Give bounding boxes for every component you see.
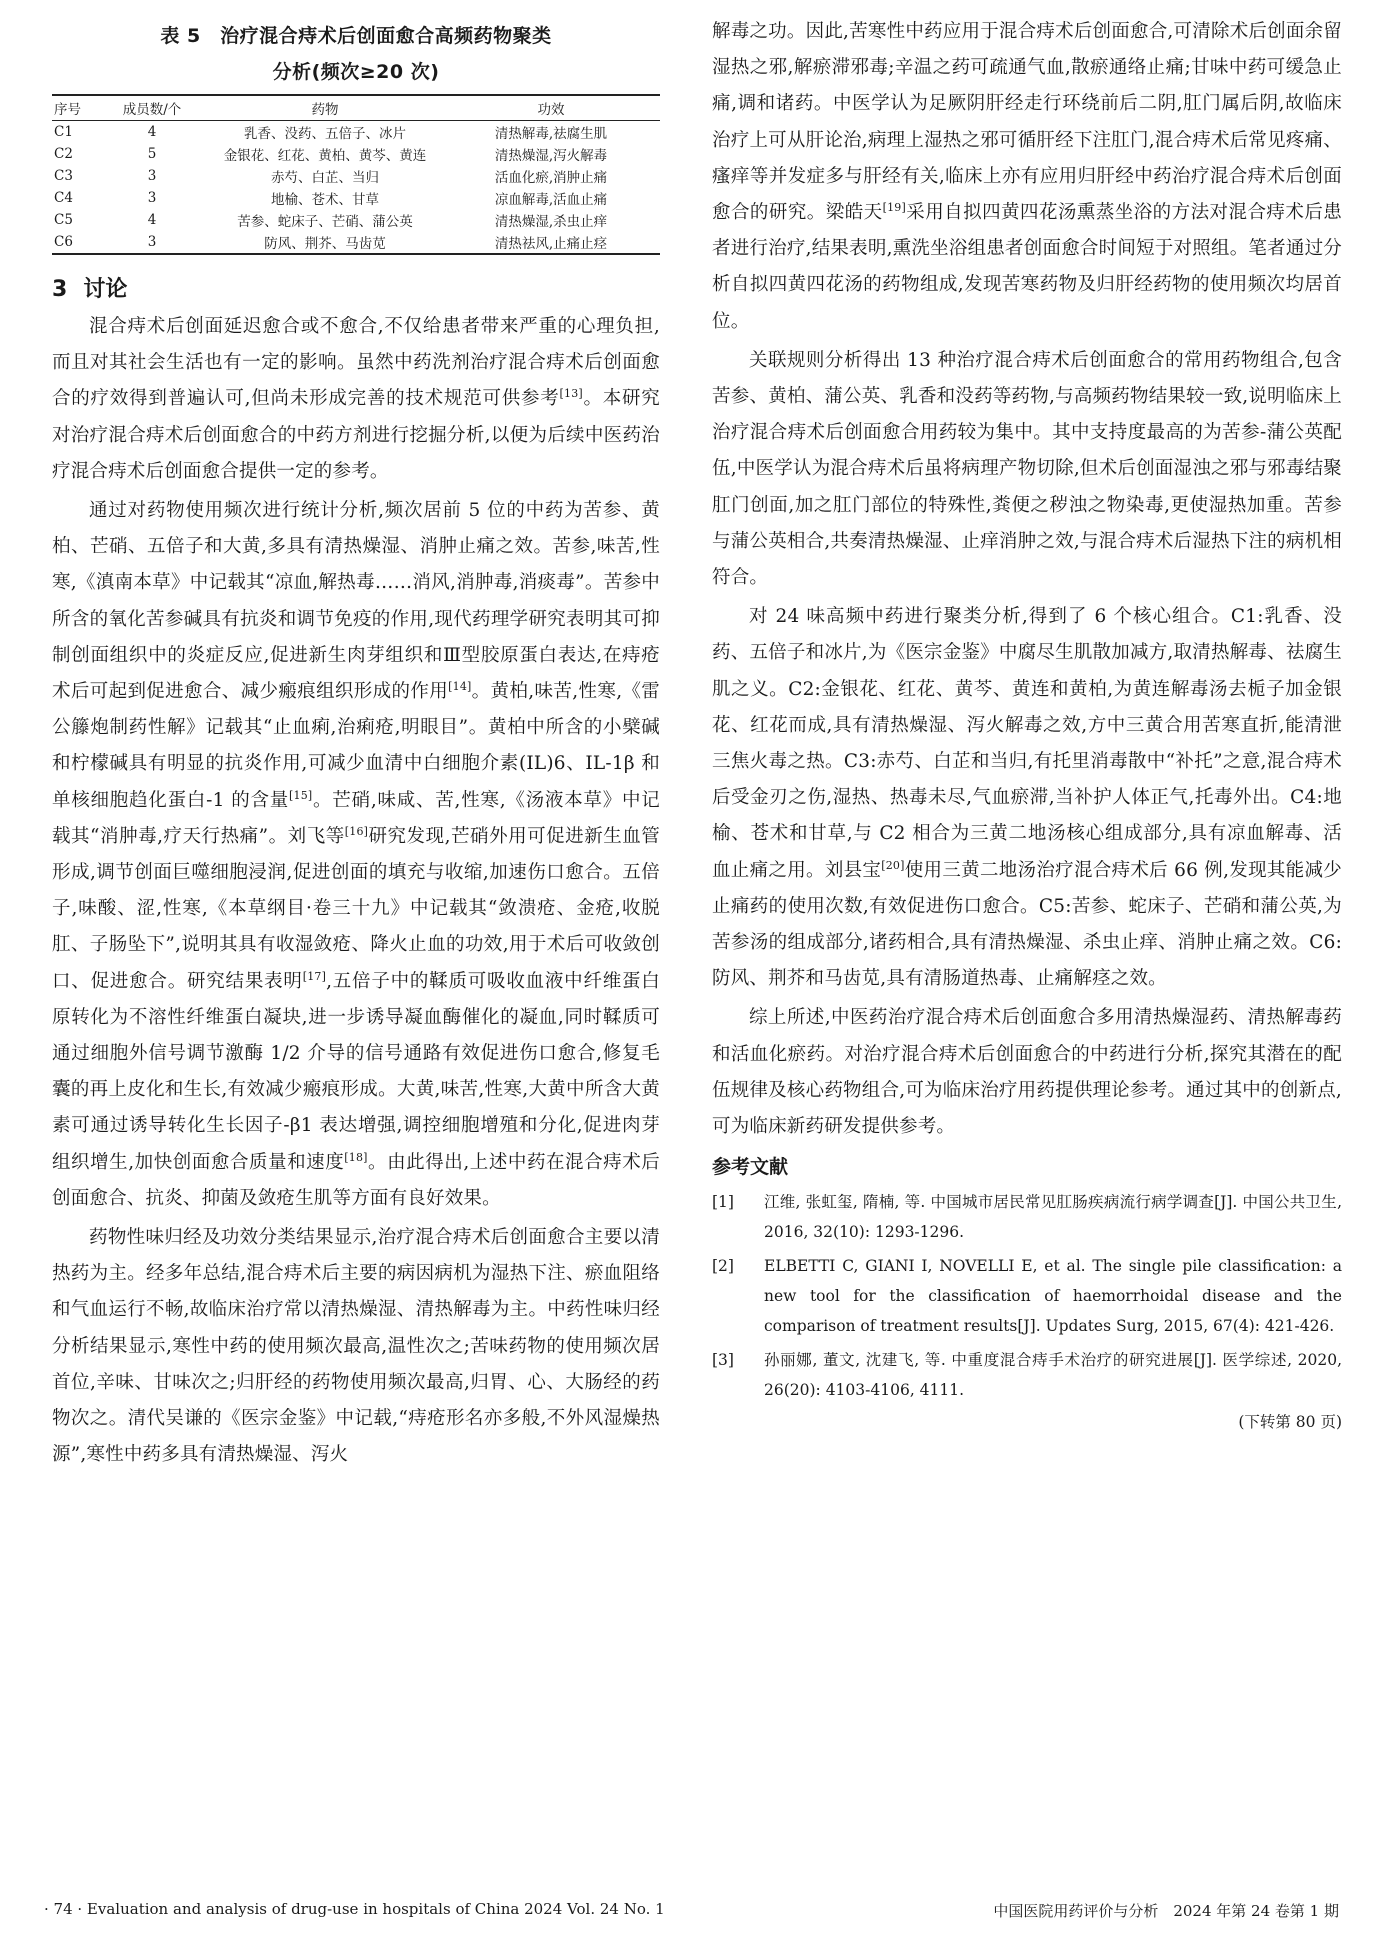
table-header-cell: 成员数/个: [96, 95, 208, 121]
body-paragraph: 对 24 味高频中药进行聚类分析,得到了 6 个核心组合。C1:乳香、没药、五倍子和冰片,为《医宗金鉴》中腐尽生肌散加减方,取清热解毒、祛腐生肌之义。C2:金银花、红花、黄芩、黄连和黄柏,为黄连解毒汤去栀子加金银花、红花而成,具有清热燥湿、泻火解毒之效,方中三黄合用苦寒直折,能清泄三焦火毒之热。C3:赤芍、白芷和当归,有托里消毒散中“补托”之意,混合痔术后受金刃之伤,湿热、热毒未尽,气血瘀滞,当补护人体正气,托毒外出。C4:地榆、苍术和甘草,与 C2 相合为三黄二地汤核心组成部分,具有凉血解毒、活血止痛之用。刘县宝[20]使用三黄二地汤治疗混合痔术后 66 例,发现其能减少止痛药的使用次数,有效促进伤口愈合。C5:苦参、蛇床子、芒硝和蒲公英,为苦参汤的组成部分,诸药相合,具有清热燥湿、杀虫止痒、消肿止痛之效。C6:防风、荆芥和马齿苋,具有清肠道热毒、止痛解痉之效。: [712, 606, 1342, 990]
left-column: [52, 14, 660, 1474]
table-cell: 活血化瘀,消肿止痛: [494, 170, 608, 186]
table-caption-line1: 表 5 治疗混合痔术后创面愈合高频药物聚类: [160, 25, 552, 47]
section-number: 3: [52, 277, 68, 302]
table-cell: 乳香、没药、五倍子、冰片: [244, 126, 406, 142]
citation-marker: [14]: [448, 679, 472, 693]
table-cell: 防风、荆芥、马齿苋: [264, 236, 386, 252]
table-cell: 4: [147, 212, 157, 228]
table-cell: 4: [147, 124, 157, 140]
table-row: [52, 121, 660, 144]
table-cell: 地榆、苍术、甘草: [271, 192, 379, 208]
reference-number: [2]: [712, 1257, 734, 1276]
table-cell: 3: [147, 168, 157, 184]
reference-item: [712, 1345, 1342, 1405]
footer-right: 中国医院用药评价与分析 2024 年第 24 卷第 1 期: [993, 1902, 1339, 1920]
right-column: [712, 14, 1342, 1435]
reference-number: [1]: [712, 1193, 734, 1212]
reference-item: [712, 1251, 1342, 1341]
table-row: [52, 231, 660, 254]
reference-text: ELBETTI C, GIANI I, NOVELLI E, et al. The single pile classification: a new tool for the classification of haemorrhoidal disease and the comparison of treatment results[J]. Updates Surg, 2015, 67(4): 421-426.: [764, 1257, 1342, 1336]
body-paragraph: 关联规则分析得出 13 种治疗混合痔术后创面愈合的常用药物组合,包含苦参、黄柏、蒲公英、乳香和没药等药物,与高频药物结果较一致,说明临床上治疗混合痔术后创面愈合用药较为集中。其中支持度最高的为苦参-蒲公英配伍,中医学认为混合痔术后虽将病理产物切除,但术后创面湿浊之邪与邪毒结聚肛门创面,加之肛门部位的特殊性,粪便之秽浊之物染毒,更使湿热加重。苦参与蒲公英相合,共奏清热燥湿、止痒消肿之效,与混合痔术后湿热下注的病机相符合。: [712, 349, 1342, 589]
table-caption: [52, 18, 660, 90]
table-cell: 金银花、红花、黄柏、黄芩、黄连: [223, 148, 427, 164]
footer-left: · 74 · Evaluation and analysis of drug-use in hospitals of China 2024 Vol. 24 No. 1: [44, 1900, 665, 1918]
table-header-row: [52, 95, 660, 121]
section-heading: [52, 275, 660, 305]
table-row: [52, 187, 660, 209]
body-paragraph: 通过对药物使用频次进行统计分析,频次居前 5 位的中药为苦参、黄柏、芒硝、五倍子和大黄,多具有清热燥湿、消肿止痛之效。苦参,味苦,性寒,《滇南本草》中记载其“凉血,解热毒……消风,消肿毒,消痰毒”。苦参中所含的氧化苦参碱具有抗炎和调节免疫的作用,现代药理学研究表明其可抑制创面组织中的炎症反应,促进新生肉芽组织和Ⅲ型胶原蛋白表达,在痔疮术后可起到促进愈合、减少瘢痕组织形成的作用[14]。黄柏,味苦,性寒,《雷公籐炮制药性解》记载其“止血痢,治痢疮,明眼目”。黄柏中所含的小檗碱和柠檬碱具有明显的抗炎作用,可减少血清中白细胞介素(IL)6、IL-1β 和单核细胞趋化蛋白-1 的含量[15]。芒硝,味咸、苦,性寒,《汤液本草》中记载其“消肿毒,疗天行热痛”。刘飞等[16]研究发现,芒硝外用可促进新生血管形成,调节创面巨噬细胞浸润,促进创面的填充与收缩,加速伤口愈合。五倍子,味酸、涩,性寒,《本草纲目·卷三十九》中记载其“敛溃疮、金疮,收脱肛、子肠坠下”,说明其具有收湿敛疮、降火止血的功效,用于术后可收敛创口、促进愈合。研究结果表明[17],五倍子中的鞣质可吸收血液中纤维蛋白原转化为不溶性纤维蛋白凝块,进一步诱导凝血酶催化的凝血,同时鞣质可通过细胞外信号调节激酶 1/2 介导的信号通路有效促进伤口愈合,修复毛囊的再上皮化和生长,有效减少瘢痕形成。大黄,味苦,性寒,大黄中所含大黄素可通过诱导转化生长因子-β1 表达增强,调控细胞增殖和分化,促进肉芽组织增生,加快创面愈合质量和速度[18]。由此得出,上述中药在混合痔术后创面愈合、抗炎、抑菌及敛疮生肌等方面有良好效果。: [52, 500, 661, 1209]
body-paragraph: 解毒之功。因此,苦寒性中药应用于混合痔术后创面愈合,可清除术后创面余留湿热之邪,解瘀滞邪毒;辛温之药可疏通气血,散瘀通络止痛;甘味中药可缓急止痛,调和诸药。中医学认为足厥阴肝经走行环绕前后二阴,肛门属后阴,故临床治疗上可从肝论治,病理上湿热之邪可循肝经下注肛门,混合痔术后常见疼痛、瘙痒等并发症多与肝经有关,临床上亦有应用归肝经中药治疗混合痔术后创面愈合的研究。梁皓天[19]采用自拟四黄四花汤熏蒸坐浴的方法对混合痔术后患者进行治疗,结果表明,熏洗坐浴组患者创面愈合时间短于对照组。笔者通过分析自拟四黄四花汤的药物组成,发现苦寒药物及归肝经药物的使用频次均居首位。: [712, 21, 1342, 332]
table-header-cell: 功效: [442, 95, 660, 121]
table-cell: 5: [147, 146, 157, 162]
table-cell: 苦参、蛇床子、芒硝、蒲公英: [237, 214, 413, 230]
table-row: [52, 165, 660, 187]
section-title: 讨论: [83, 277, 128, 302]
table-caption-line2: 分析(频次≥20 次): [272, 61, 440, 83]
table-cell: 清热祛风,止痛止痉: [494, 236, 608, 252]
body-paragraph: 混合痔术后创面延迟愈合或不愈合,不仅给患者带来严重的心理负担,而且对其社会生活也有一定的影响。虽然中药洗剂治疗混合痔术后创面愈合的疗效得到普遍认可,但尚未形成完善的技术规范可供参考[13]。本研究对治疗混合痔术后创面愈合的中药方剂进行挖掘分析,以便为后续中医药治疗混合痔术后创面愈合提供一定的参考。: [52, 316, 660, 482]
table-cell: C1: [54, 124, 73, 140]
table-cell: C5: [54, 212, 73, 228]
citation-marker: [15]: [289, 788, 313, 802]
reference-text: 孙丽娜, 董文, 沈建飞, 等. 中重度混合痔手术治疗的研究进展[J]. 医学综述, 2020, 26(20): 4103-4106, 4111.: [764, 1351, 1342, 1400]
citation-marker: [19]: [882, 200, 906, 214]
table-cell: C2: [54, 146, 73, 162]
citation-marker: [16]: [344, 824, 369, 838]
table-cell: 赤芍、白芷、当归: [271, 170, 379, 186]
table-cell: 清热燥湿,泻火解毒: [494, 148, 608, 164]
table-row: [52, 209, 660, 231]
body-paragraph: 药物性味归经及功效分类结果显示,治疗混合痔术后创面愈合主要以清热药为主。经多年总结,混合痔术后主要的病因病机为湿热下注、瘀血阻络和气血运行不畅,故临床治疗常以清热燥湿、清热解毒为主。中药性味归经分析结果显示,寒性中药的使用频次最高,温性次之;苦味药物的使用频次居首位,辛味、甘味次之;归肝经的药物使用频次最高,归胃、心、大肠经的药物次之。清代吴谦的《医宗金鉴》中记载,“痔疮形名亦多般,不外风湿燥热源”,寒性中药多具有清热燥湿、泻火: [52, 1227, 660, 1466]
table-header-cell: 药物: [208, 95, 442, 121]
continued-note: (下转第 80 页): [1238, 1413, 1342, 1432]
reference-text: 江维, 张虹玺, 隋楠, 等. 中国城市居民常见肛肠疾病流行病学调查[J]. 中国公共卫生, 2016, 32(10): 1293-1296.: [764, 1193, 1342, 1242]
table-cell: C3: [54, 168, 73, 184]
table-cell: 清热燥湿,杀虫止痒: [494, 214, 608, 230]
reference-item: [712, 1187, 1342, 1247]
cluster-table: [52, 94, 660, 255]
table-cell: 清热解毒,祛腐生肌: [494, 126, 608, 142]
reference-number: [3]: [712, 1351, 734, 1370]
table-header-cell: 序号: [52, 95, 96, 121]
table-cell: 凉血解毒,活血止痛: [494, 192, 608, 208]
table-row: [52, 143, 660, 165]
table-cell: 3: [147, 190, 157, 206]
table-cell: C6: [54, 234, 73, 250]
citation-marker: [20]: [881, 858, 905, 872]
references-heading: 参考文献: [712, 1156, 789, 1179]
citation-marker: [18]: [344, 1150, 368, 1164]
table-cell: 3: [147, 234, 157, 250]
body-paragraph: 综上所述,中医药治疗混合痔术后创面愈合多用清热燥湿药、清热解毒药和活血化瘀药。对治疗混合痔术后创面愈合的中药进行分析,探究其潜在的配伍规律及核心药物组合,可为临床治疗用药提供理论参考。通过其中的创新点,可为临床新药研发提供参考。: [712, 1007, 1342, 1138]
table-cell: C4: [54, 190, 73, 206]
citation-marker: [13]: [559, 387, 583, 401]
citation-marker: [17]: [302, 969, 327, 983]
